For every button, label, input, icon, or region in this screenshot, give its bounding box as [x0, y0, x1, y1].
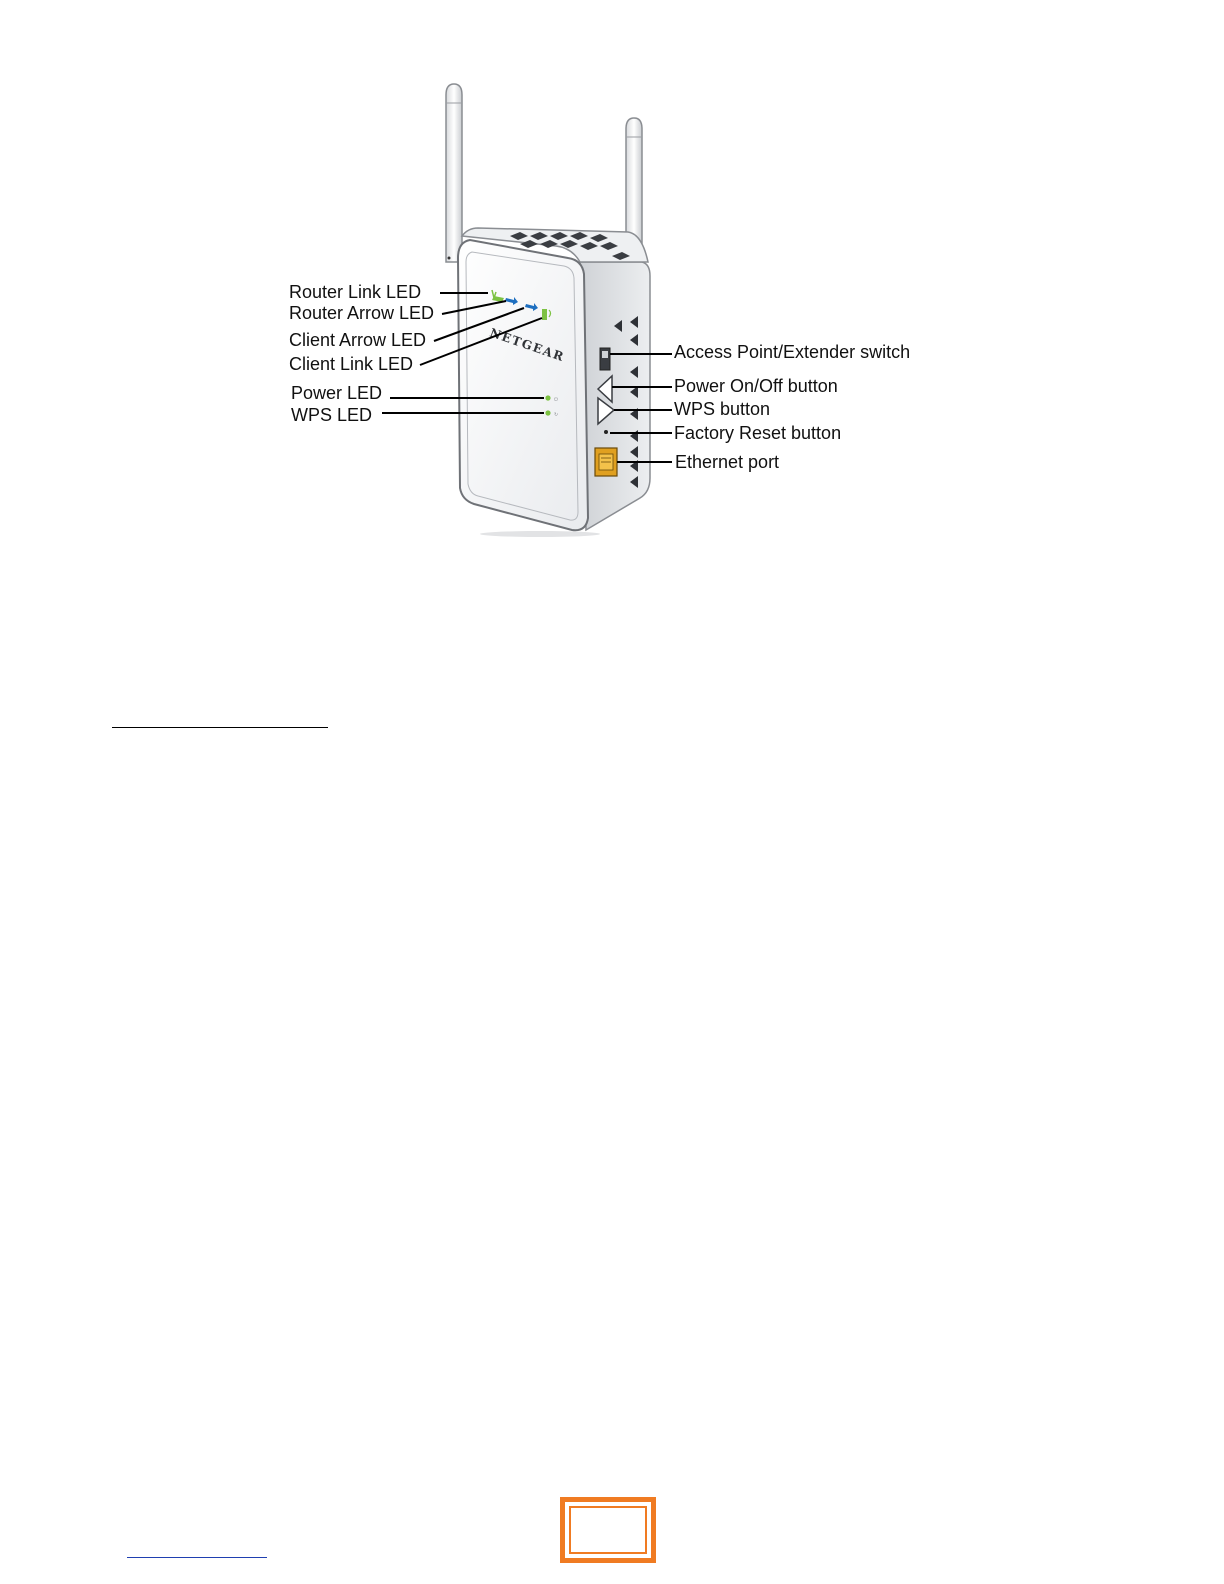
page-number-badge — [560, 1497, 656, 1563]
callout-power-led: Power LED — [291, 383, 383, 403]
footer-link-underline[interactable] — [127, 1557, 267, 1558]
callout-wps-led: WPS LED — [291, 405, 373, 425]
svg-text:↻: ↻ — [554, 412, 559, 418]
callout-router-arrow-led: Router Arrow LED — [289, 303, 435, 323]
antenna-left — [446, 84, 462, 262]
ethernet-port-icon — [595, 448, 617, 476]
callout-client-link-led: Client Link LED — [289, 354, 414, 374]
callout-power-on-off-button: Power On/Off button — [674, 376, 838, 396]
callout-ethernet-port: Ethernet port — [675, 452, 780, 472]
product-diagram — [0, 0, 1224, 620]
callout-access-point-extender-switch: Access Point/Extender switch — [674, 342, 911, 362]
callout-factory-reset-button: Factory Reset button — [674, 423, 842, 443]
section-underline — [112, 727, 328, 728]
reset-pinhole-icon — [604, 430, 608, 434]
callout-client-arrow-led: Client Arrow LED — [289, 330, 427, 350]
netgear-logo: NETGEAR — [488, 325, 567, 365]
callout-wps-button: WPS button — [674, 399, 771, 419]
page-number-badge-inner — [569, 1506, 647, 1554]
svg-text:⏻: ⏻ — [554, 397, 558, 403]
wps-led-icon — [545, 410, 550, 415]
device-front-face — [458, 240, 600, 537]
callout-router-link-led: Router Link LED — [289, 282, 422, 302]
power-led-icon — [545, 395, 550, 400]
